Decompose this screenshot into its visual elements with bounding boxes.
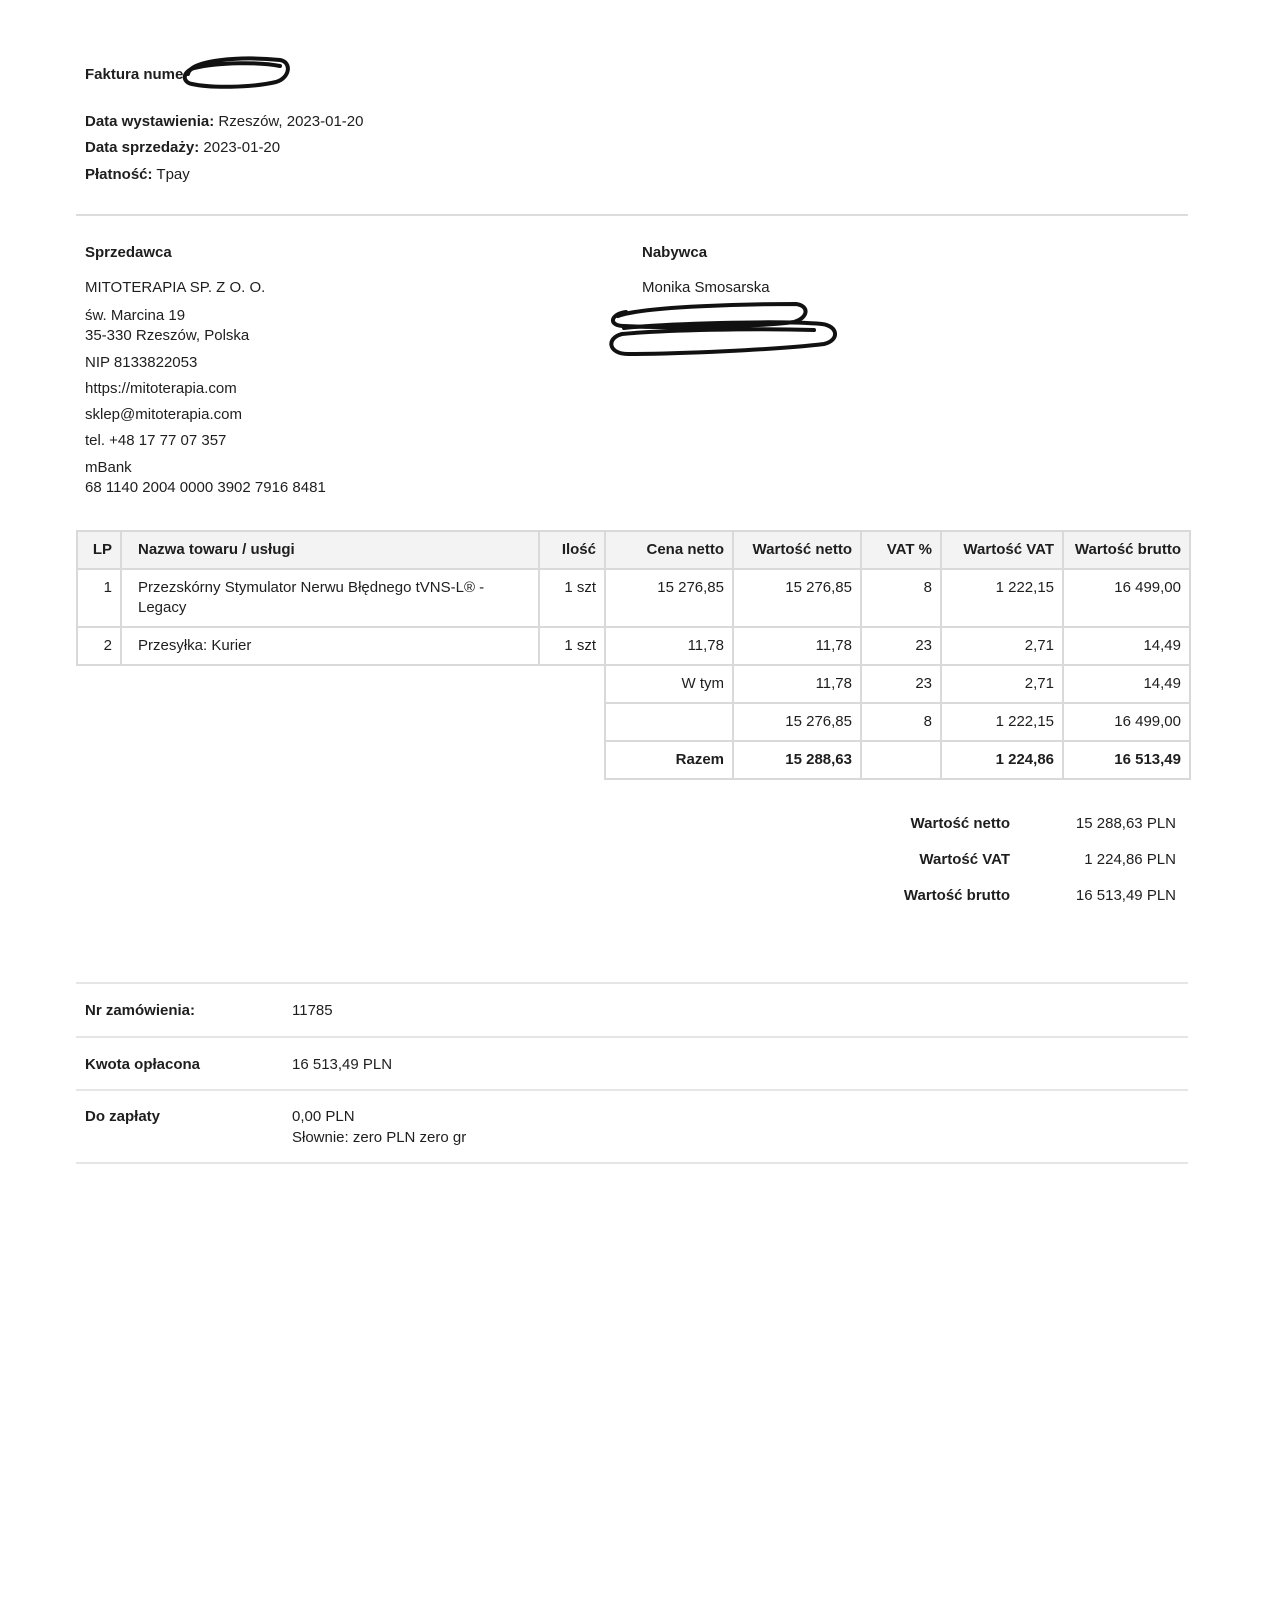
cell-lp: 2 [77, 627, 121, 665]
payment-method: Płatność: Tpay [85, 166, 190, 183]
col-header-lp: LP [77, 531, 121, 569]
divider [76, 1036, 1188, 1038]
cell-total-vat: 1 224,86 [941, 741, 1063, 779]
summary-net-value: 15 288,63 PLN [1075, 815, 1176, 832]
seller-bank: mBank [85, 459, 132, 476]
cell-vat-value: 2,71 [941, 627, 1063, 665]
cell-subtotal-vat-rate: 23 [861, 665, 941, 703]
col-header-vat-rate: VAT % [861, 531, 941, 569]
col-header-name: Nazwa towaru / usługi [121, 531, 539, 569]
items-table [76, 530, 1191, 780]
table-row [77, 569, 1190, 627]
issue-date: Data wystawienia: Rzeszów, 2023-01-20 [85, 113, 364, 130]
col-header-qty: Ilość [539, 531, 605, 569]
redaction-mark-invoice-number [180, 52, 292, 92]
seller-street: św. Marcina 19 [85, 307, 186, 324]
cell-subtotal-net: 11,78 [733, 665, 861, 703]
buyer-name: Monika Smosarska [642, 279, 770, 296]
cell-net-value: 11,78 [733, 627, 861, 665]
divider [76, 214, 1188, 216]
buyer-block [642, 243, 770, 298]
seller-email: sklep@mitoterapia.com [85, 406, 242, 423]
subtotal-row [77, 703, 1190, 741]
redaction-mark-buyer-address [604, 298, 844, 364]
amount-paid-value: 16 513,49 PLN [292, 1056, 393, 1073]
cell-subtotal-vat: 1 222,15 [941, 703, 1063, 741]
invoice-title: Faktura nume [85, 66, 184, 83]
seller-name: MITOTERAPIA SP. Z O. O. [85, 279, 266, 296]
cell-subtotal-label [605, 703, 733, 741]
summary-gross-label: Wartość brutto [903, 887, 1010, 904]
order-number-value: 11785 [292, 1002, 333, 1019]
cell-vat-rate: 23 [861, 627, 941, 665]
cell-total-net: 15 288,63 [733, 741, 861, 779]
cell-total-label: Razem [605, 741, 733, 779]
summary-gross-value: 16 513,49 PLN [1075, 887, 1176, 904]
cell-net-price: 15 276,85 [605, 569, 733, 627]
summary-net-label: Wartość netto [910, 815, 1010, 832]
seller-city: 35-330 Rzeszów, Polska [85, 327, 250, 344]
col-header-net-price: Cena netto [605, 531, 733, 569]
seller-account: 68 1140 2004 0000 3902 7916 8481 [85, 479, 326, 496]
order-number-label: Nr zamówienia: [85, 1002, 196, 1019]
cell-subtotal-label: W tym [605, 665, 733, 703]
cell-gross-value: 16 499,00 [1063, 569, 1190, 627]
col-header-net-value: Wartość netto [733, 531, 861, 569]
amount-due-value [292, 1106, 466, 1148]
divider [76, 982, 1188, 984]
cell-gross-value: 14,49 [1063, 627, 1190, 665]
cell-subtotal-gross: 14,49 [1063, 665, 1190, 703]
cell-total-vat-rate [861, 741, 941, 779]
cell-qty: 1 szt [539, 627, 605, 665]
cell-lp: 1 [77, 569, 121, 627]
divider [76, 1162, 1188, 1164]
seller-heading: Sprzedawca [85, 244, 172, 261]
amount-due-number: 0,00 PLN [292, 1108, 355, 1125]
col-header-vat-value: Wartość VAT [941, 531, 1063, 569]
amount-due-words: Słownie: zero PLN zero gr [292, 1129, 467, 1146]
cell-subtotal-vat-rate: 8 [861, 703, 941, 741]
seller-website: https://mitoterapia.com [85, 380, 237, 397]
cell-qty: 1 szt [539, 569, 605, 627]
sale-date: Data sprzedaży: 2023-01-20 [85, 139, 281, 156]
divider [76, 1089, 1188, 1091]
seller-phone: tel. +48 17 77 07 357 [85, 432, 227, 449]
summary-vat-value: 1 224,86 PLN [1084, 851, 1176, 868]
amount-paid-label: Kwota opłacona [85, 1056, 201, 1073]
cell-net-value: 15 276,85 [733, 569, 861, 627]
amount-due-label: Do zapłaty [85, 1108, 161, 1125]
cell-subtotal-net: 15 276,85 [733, 703, 861, 741]
col-header-gross-value: Wartość brutto [1063, 531, 1190, 569]
cell-name: Przesyłka: Kurier [121, 627, 539, 665]
cell-net-price: 11,78 [605, 627, 733, 665]
table-row [77, 627, 1190, 665]
cell-subtotal-vat: 2,71 [941, 665, 1063, 703]
subtotal-row [77, 665, 1190, 703]
cell-total-gross: 16 513,49 [1063, 741, 1190, 779]
summary-vat-label: Wartość VAT [919, 851, 1010, 868]
seller-nip: NIP 8133822053 [85, 354, 198, 371]
seller-block [85, 243, 326, 498]
cell-name: Przezskórny Stymulator Nerwu Błędnego tVNS-L® - Legacy [121, 569, 539, 627]
cell-vat-rate: 8 [861, 569, 941, 627]
cell-subtotal-gross: 16 499,00 [1063, 703, 1190, 741]
cell-vat-value: 1 222,15 [941, 569, 1063, 627]
table-header-row [77, 531, 1190, 569]
total-row [77, 741, 1190, 779]
buyer-heading: Nabywca [642, 244, 708, 261]
